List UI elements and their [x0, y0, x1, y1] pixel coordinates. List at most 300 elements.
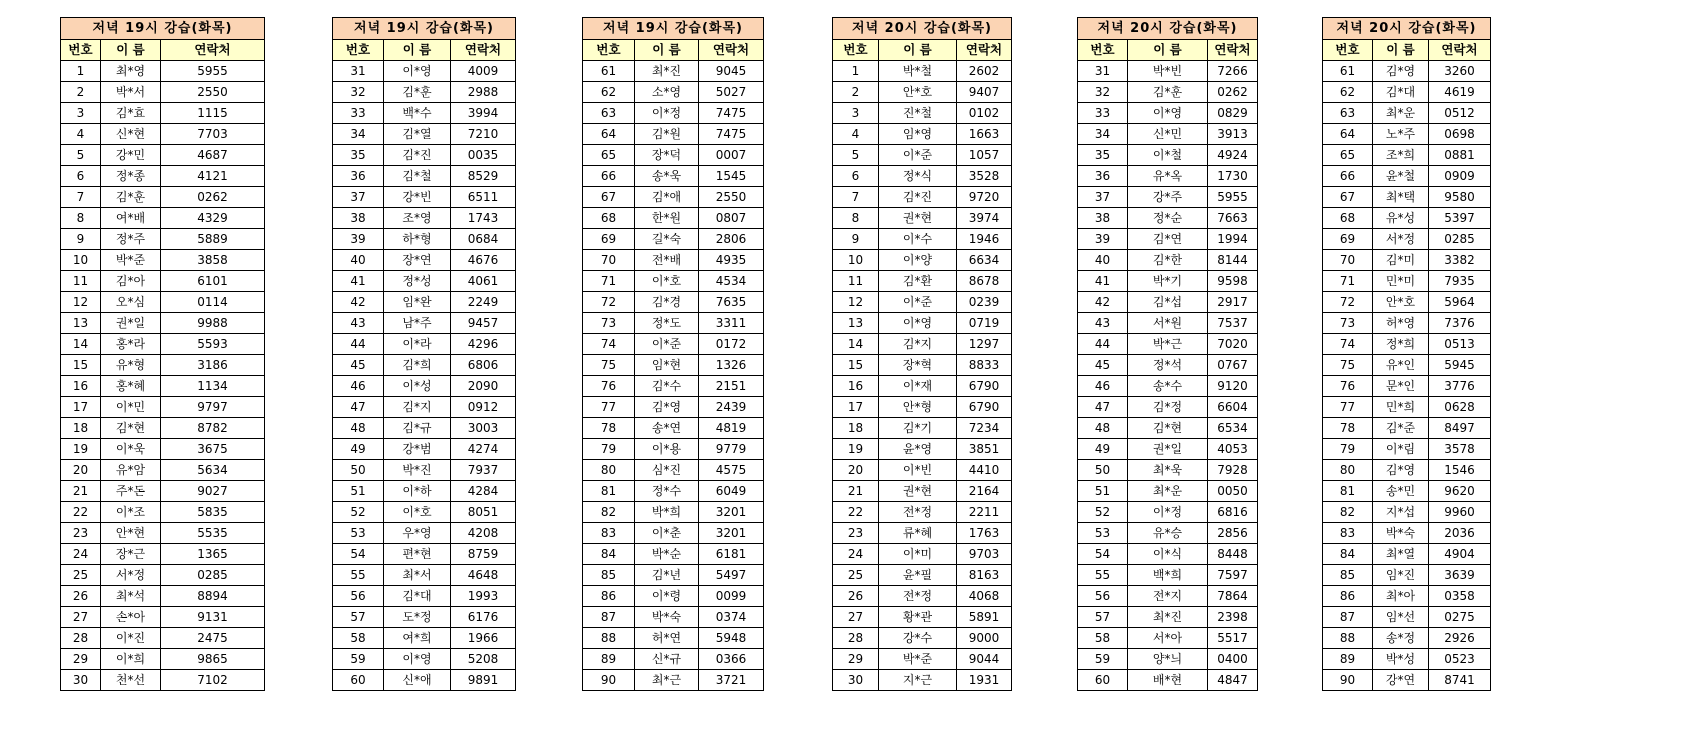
table-row [1078, 334, 1258, 355]
cell-contact: 0050 [1208, 481, 1258, 502]
table-row [833, 166, 1012, 187]
cell-number: 4 [61, 124, 101, 145]
cell-contact: 6511 [451, 187, 516, 208]
cell-name: 안*호 [1373, 292, 1429, 313]
cell-number: 24 [61, 544, 101, 565]
roster-table [332, 17, 516, 691]
cell-number: 41 [1078, 271, 1128, 292]
cell-number: 74 [1323, 334, 1373, 355]
cell-name: 정*순 [1128, 208, 1208, 229]
cell-contact: 9131 [161, 607, 265, 628]
cell-name: 김*섭 [1128, 292, 1208, 313]
cell-number: 18 [61, 418, 101, 439]
cell-contact: 8529 [451, 166, 516, 187]
table-row [61, 523, 265, 544]
cell-name: 김*규 [384, 418, 451, 439]
cell-contact: 0513 [1429, 334, 1491, 355]
cell-contact: 6101 [161, 271, 265, 292]
cell-name: 김*훈 [101, 187, 161, 208]
cell-number: 34 [333, 124, 384, 145]
cell-number: 59 [333, 649, 384, 670]
cell-contact: 8759 [451, 544, 516, 565]
table-row [333, 166, 516, 187]
cell-contact: 0512 [1429, 103, 1491, 124]
cell-number: 71 [1323, 271, 1373, 292]
cell-contact: 2164 [957, 481, 1012, 502]
table-row [61, 397, 265, 418]
cell-contact: 2249 [451, 292, 516, 313]
cell-name: 박*빈 [1128, 61, 1208, 82]
cell-number: 29 [61, 649, 101, 670]
cell-name: 민*미 [1373, 271, 1429, 292]
table-row [61, 460, 265, 481]
cell-name: 강*수 [879, 628, 957, 649]
cell-name: 박*성 [1373, 649, 1429, 670]
cell-contact: 4619 [1429, 82, 1491, 103]
cell-name: 안*형 [879, 397, 957, 418]
cell-number: 9 [833, 229, 879, 250]
cell-name: 정*종 [101, 166, 161, 187]
cell-contact: 5889 [161, 229, 265, 250]
table-row [583, 208, 764, 229]
cell-contact: 5208 [451, 649, 516, 670]
cell-name: 윤*필 [879, 565, 957, 586]
table-row [583, 565, 764, 586]
table-row [1323, 418, 1491, 439]
cell-number: 37 [1078, 187, 1128, 208]
cell-contact: 0035 [451, 145, 516, 166]
table-row [1323, 208, 1491, 229]
cell-number: 26 [833, 586, 879, 607]
cell-name: 한*원 [635, 208, 699, 229]
table-row [333, 460, 516, 481]
cell-name: 여*희 [384, 628, 451, 649]
cell-contact: 0374 [699, 607, 764, 628]
cell-number: 60 [1078, 670, 1128, 691]
cell-name: 김*연 [1128, 229, 1208, 250]
cell-contact: 3639 [1429, 565, 1491, 586]
table-row [583, 586, 764, 607]
cell-name: 권*현 [879, 481, 957, 502]
cell-contact: 5497 [699, 565, 764, 586]
table-row [333, 82, 516, 103]
cell-name: 김*진 [384, 145, 451, 166]
cell-number: 70 [583, 250, 635, 271]
cell-name: 백*희 [1128, 565, 1208, 586]
table-row [583, 628, 764, 649]
cell-contact: 5948 [699, 628, 764, 649]
cell-number: 56 [1078, 586, 1128, 607]
cell-name: 최*진 [1128, 607, 1208, 628]
cell-name: 박*순 [635, 544, 699, 565]
cell-number: 25 [833, 565, 879, 586]
cell-name: 신*애 [384, 670, 451, 691]
cell-number: 18 [833, 418, 879, 439]
cell-number: 48 [1078, 418, 1128, 439]
cell-name: 유*옥 [1128, 166, 1208, 187]
table-row [1078, 439, 1258, 460]
cell-contact: 3974 [957, 208, 1012, 229]
cell-contact: 9779 [699, 439, 764, 460]
table-row [833, 82, 1012, 103]
table-row [333, 250, 516, 271]
cell-name: 최*욱 [1128, 460, 1208, 481]
table-row [333, 628, 516, 649]
cell-name: 서*원 [1128, 313, 1208, 334]
cell-name: 강*범 [384, 439, 451, 460]
table-row [1323, 313, 1491, 334]
cell-contact: 3260 [1429, 61, 1491, 82]
cell-contact: 9457 [451, 313, 516, 334]
cell-name: 신*현 [101, 124, 161, 145]
cell-number: 30 [61, 670, 101, 691]
cell-number: 3 [61, 103, 101, 124]
header-contact: 연락처 [161, 40, 265, 61]
cell-number: 58 [333, 628, 384, 649]
cell-contact: 2926 [1429, 628, 1491, 649]
cell-name: 이*용 [635, 439, 699, 460]
cell-number: 7 [61, 187, 101, 208]
cell-number: 24 [833, 544, 879, 565]
cell-name: 송*연 [635, 418, 699, 439]
cell-name: 전*배 [635, 250, 699, 271]
table-row [1323, 460, 1491, 481]
cell-number: 53 [1078, 523, 1128, 544]
cell-name: 이*준 [879, 145, 957, 166]
cell-contact: 6049 [699, 481, 764, 502]
cell-contact: 1994 [1208, 229, 1258, 250]
cell-contact: 6176 [451, 607, 516, 628]
table-row [61, 82, 265, 103]
cell-contact: 6806 [451, 355, 516, 376]
cell-contact: 5955 [161, 61, 265, 82]
cell-number: 86 [1323, 586, 1373, 607]
cell-name: 김*정 [1128, 397, 1208, 418]
cell-contact: 1057 [957, 145, 1012, 166]
table-row [333, 124, 516, 145]
cell-number: 77 [1323, 397, 1373, 418]
cell-contact: 0262 [1208, 82, 1258, 103]
table-row [1078, 355, 1258, 376]
table-row [1078, 271, 1258, 292]
cell-name: 박*준 [101, 250, 161, 271]
cell-name: 이*정 [1128, 502, 1208, 523]
header-number: 번호 [833, 40, 879, 61]
cell-number: 32 [333, 82, 384, 103]
cell-name: 하*형 [384, 229, 451, 250]
header-name: 이 름 [1128, 40, 1208, 61]
table-row [583, 271, 764, 292]
table-row [833, 292, 1012, 313]
table-row [833, 439, 1012, 460]
cell-contact: 9598 [1208, 271, 1258, 292]
cell-number: 79 [583, 439, 635, 460]
table-row [61, 670, 265, 691]
cell-number: 71 [583, 271, 635, 292]
cell-number: 31 [1078, 61, 1128, 82]
cell-number: 37 [333, 187, 384, 208]
table-row [1323, 628, 1491, 649]
cell-name: 김*훈 [384, 82, 451, 103]
cell-contact: 9045 [699, 61, 764, 82]
cell-contact: 0719 [957, 313, 1012, 334]
cell-number: 62 [583, 82, 635, 103]
table-row [333, 61, 516, 82]
table-row [583, 607, 764, 628]
cell-contact: 3851 [957, 439, 1012, 460]
cell-name: 서*아 [1128, 628, 1208, 649]
cell-contact: 0912 [451, 397, 516, 418]
cell-name: 전*정 [879, 502, 957, 523]
table-row [833, 61, 1012, 82]
table-row [583, 460, 764, 481]
cell-name: 민*희 [1373, 397, 1429, 418]
cell-contact: 6534 [1208, 418, 1258, 439]
table-row [833, 670, 1012, 691]
table-row [833, 649, 1012, 670]
cell-name: 최*영 [101, 61, 161, 82]
cell-number: 40 [1078, 250, 1128, 271]
cell-contact: 3528 [957, 166, 1012, 187]
cell-contact: 3578 [1429, 439, 1491, 460]
table-row [1323, 376, 1491, 397]
cell-contact: 4208 [451, 523, 516, 544]
cell-number: 38 [333, 208, 384, 229]
cell-number: 61 [1323, 61, 1373, 82]
roster-table [582, 17, 764, 691]
table-row [333, 145, 516, 166]
cell-contact: 1743 [451, 208, 516, 229]
cell-contact: 3776 [1429, 376, 1491, 397]
cell-number: 84 [1323, 544, 1373, 565]
cell-name: 김*훈 [1128, 82, 1208, 103]
cell-number: 31 [333, 61, 384, 82]
table-row [333, 103, 516, 124]
cell-contact: 4924 [1208, 145, 1258, 166]
cell-name: 김*한 [1128, 250, 1208, 271]
cell-name: 송*민 [1373, 481, 1429, 502]
cell-name: 도*정 [384, 607, 451, 628]
cell-contact: 0262 [161, 187, 265, 208]
cell-name: 이*진 [101, 628, 161, 649]
table-row [1323, 334, 1491, 355]
cell-contact: 7102 [161, 670, 265, 691]
cell-contact: 0102 [957, 103, 1012, 124]
table-row [583, 502, 764, 523]
cell-name: 조*영 [384, 208, 451, 229]
table-row [833, 628, 1012, 649]
table-title: 저녁 20시 강습(화목) [1323, 18, 1491, 40]
cell-number: 75 [583, 355, 635, 376]
cell-name: 이*양 [879, 250, 957, 271]
cell-number: 63 [583, 103, 635, 124]
cell-name: 이*호 [384, 502, 451, 523]
cell-name: 정*희 [1373, 334, 1429, 355]
cell-name: 김*효 [101, 103, 161, 124]
cell-contact: 1134 [161, 376, 265, 397]
cell-contact: 4296 [451, 334, 516, 355]
cell-number: 10 [61, 250, 101, 271]
cell-contact: 1663 [957, 124, 1012, 145]
cell-contact: 0172 [699, 334, 764, 355]
cell-contact: 9720 [957, 187, 1012, 208]
cell-name: 여*배 [101, 208, 161, 229]
cell-name: 허*영 [1373, 313, 1429, 334]
cell-number: 50 [1078, 460, 1128, 481]
table-row [333, 670, 516, 691]
table-row [583, 61, 764, 82]
cell-name: 김*철 [384, 166, 451, 187]
cell-number: 39 [1078, 229, 1128, 250]
cell-number: 72 [1323, 292, 1373, 313]
cell-contact: 0684 [451, 229, 516, 250]
cell-contact: 8741 [1429, 670, 1491, 691]
cell-number: 8 [833, 208, 879, 229]
table-row [833, 271, 1012, 292]
cell-contact: 6790 [957, 376, 1012, 397]
cell-contact: 7376 [1429, 313, 1491, 334]
cell-name: 이*림 [1373, 439, 1429, 460]
table-row [1323, 355, 1491, 376]
table-row [1078, 670, 1258, 691]
table-row [1078, 187, 1258, 208]
cell-name: 김*희 [384, 355, 451, 376]
table-row [833, 229, 1012, 250]
cell-number: 42 [1078, 292, 1128, 313]
cell-contact: 8144 [1208, 250, 1258, 271]
table-row [583, 313, 764, 334]
cell-number: 74 [583, 334, 635, 355]
cell-name: 최*운 [1128, 481, 1208, 502]
cell-number: 32 [1078, 82, 1128, 103]
table-row [333, 187, 516, 208]
cell-contact: 6790 [957, 397, 1012, 418]
cell-number: 47 [1078, 397, 1128, 418]
cell-number: 59 [1078, 649, 1128, 670]
table-row [333, 208, 516, 229]
cell-name: 김*영 [1373, 61, 1429, 82]
cell-name: 정*도 [635, 313, 699, 334]
cell-number: 64 [583, 124, 635, 145]
cell-name: 정*주 [101, 229, 161, 250]
table-row [61, 607, 265, 628]
cell-contact: 9703 [957, 544, 1012, 565]
table-row [583, 166, 764, 187]
cell-name: 홍*혜 [101, 376, 161, 397]
cell-contact: 2090 [451, 376, 516, 397]
cell-name: 이*영 [1128, 103, 1208, 124]
table-row [583, 292, 764, 313]
cell-contact: 7937 [451, 460, 516, 481]
cell-number: 61 [583, 61, 635, 82]
cell-name: 김*지 [879, 334, 957, 355]
cell-number: 14 [61, 334, 101, 355]
cell-number: 68 [583, 208, 635, 229]
table-row [833, 334, 1012, 355]
table-row [583, 355, 764, 376]
cell-number: 36 [333, 166, 384, 187]
cell-contact: 7537 [1208, 313, 1258, 334]
cell-number: 10 [833, 250, 879, 271]
cell-number: 15 [833, 355, 879, 376]
cell-contact: 7475 [699, 103, 764, 124]
cell-contact: 2602 [957, 61, 1012, 82]
cell-number: 52 [1078, 502, 1128, 523]
table-row [333, 481, 516, 502]
cell-number: 54 [333, 544, 384, 565]
cell-name: 오*심 [101, 292, 161, 313]
cell-name: 김*경 [635, 292, 699, 313]
cell-number: 25 [61, 565, 101, 586]
cell-name: 백*수 [384, 103, 451, 124]
cell-name: 최*택 [1373, 187, 1429, 208]
cell-name: 우*영 [384, 523, 451, 544]
cell-number: 14 [833, 334, 879, 355]
cell-name: 송*정 [1373, 628, 1429, 649]
cell-number: 70 [1323, 250, 1373, 271]
cell-contact: 4847 [1208, 670, 1258, 691]
cell-number: 49 [1078, 439, 1128, 460]
cell-number: 3 [833, 103, 879, 124]
table-title: 저녁 19시 강습(화목) [61, 18, 265, 40]
cell-name: 이*빈 [879, 460, 957, 481]
cell-number: 50 [333, 460, 384, 481]
table-row [61, 271, 265, 292]
cell-number: 75 [1323, 355, 1373, 376]
cell-number: 67 [1323, 187, 1373, 208]
table-row [1078, 124, 1258, 145]
table-row [583, 670, 764, 691]
cell-number: 6 [833, 166, 879, 187]
cell-name: 이*령 [635, 586, 699, 607]
cell-contact: 3201 [699, 523, 764, 544]
cell-name: 김*년 [635, 565, 699, 586]
cell-number: 6 [61, 166, 101, 187]
cell-contact: 1993 [451, 586, 516, 607]
table-row [1078, 649, 1258, 670]
cell-contact: 0007 [699, 145, 764, 166]
cell-name: 김*환 [879, 271, 957, 292]
cell-contact: 7703 [161, 124, 265, 145]
cell-name: 소*영 [635, 82, 699, 103]
cell-contact: 8448 [1208, 544, 1258, 565]
header-contact: 연락처 [1208, 40, 1258, 61]
cell-contact: 4053 [1208, 439, 1258, 460]
cell-number: 62 [1323, 82, 1373, 103]
cell-contact: 9865 [161, 649, 265, 670]
cell-contact: 5535 [161, 523, 265, 544]
cell-name: 심*진 [635, 460, 699, 481]
cell-number: 55 [333, 565, 384, 586]
table-row [1078, 250, 1258, 271]
table-row [1078, 82, 1258, 103]
cell-number: 83 [583, 523, 635, 544]
table-row [1078, 208, 1258, 229]
cell-name: 김*준 [1373, 418, 1429, 439]
cell-contact: 4648 [451, 565, 516, 586]
cell-contact: 8497 [1429, 418, 1491, 439]
cell-number: 44 [1078, 334, 1128, 355]
cell-number: 38 [1078, 208, 1128, 229]
table-row [61, 355, 265, 376]
table-row [61, 481, 265, 502]
cell-number: 34 [1078, 124, 1128, 145]
table-row [833, 544, 1012, 565]
cell-number: 41 [333, 271, 384, 292]
cell-number: 4 [833, 124, 879, 145]
cell-number: 35 [333, 145, 384, 166]
cell-name: 유*암 [101, 460, 161, 481]
